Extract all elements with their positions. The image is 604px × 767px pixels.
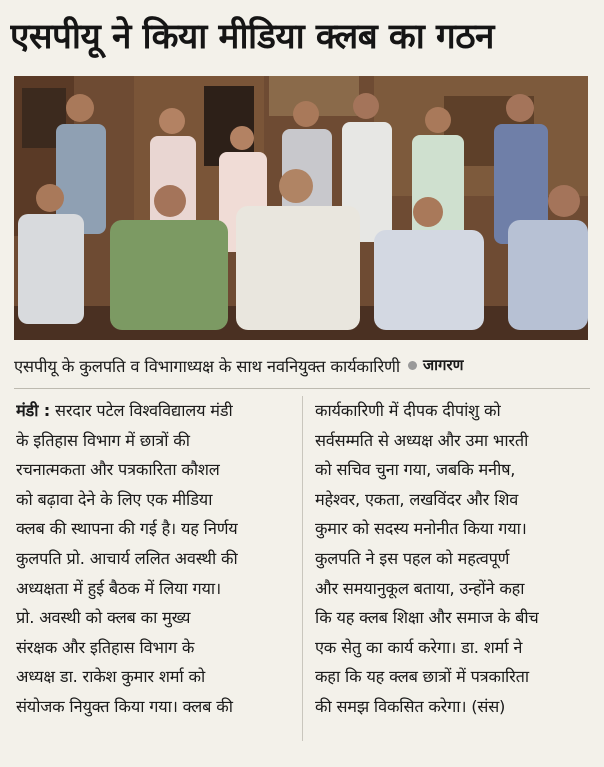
dateline: मंडी : [16,401,51,420]
article-line: कि यह क्लब शिक्षा और समाज के बीच [315,608,539,628]
photo-caption-row [14,350,590,380]
article-line: कहा कि यह क्लब छात्रों में पत्रकारिता [315,667,529,687]
article-line: क्लब की स्थापना की गई है। यह निर्णय [16,519,238,539]
column-divider [302,396,303,741]
article-line: की समझ विकसित करेगा। (संस) [315,696,506,716]
article-line: संरक्षक और इतिहास विभाग के [16,637,195,657]
article-line: संयोजक नियुक्त किया गया। क्लब की [16,696,233,716]
article-line: कुलपति प्रो. आचार्य ललित अवस्थी की [16,548,238,568]
article-line: कार्यकारिणी में दीपक दीपांशु को [315,401,501,420]
photo-caption: एसपीयू के कुलपति व विभागाध्यक्ष के साथ नवनियुक्त कार्यकारिणी [14,356,401,376]
article-line: महेश्वर, एकता, लखविंदर और शिव [315,489,519,509]
article-line: कुलपति ने इस पहल को महत्वपूर्ण [315,548,510,568]
credit-dot-icon [408,361,417,370]
group-photo [14,76,588,340]
article-line: कुमार को सदस्य मनोनीत किया गया। [315,519,527,539]
article-line: को सचिव चुना गया, जबकि मनीष, [315,460,516,480]
article-column-left [16,396,292,722]
article-line: अध्यक्षता में हुई बैठक में लिया गया। [16,578,221,598]
article-line: को बढ़ावा देने के लिए एक मीडिया [16,489,213,509]
article-line: एक सेतु का कार्य करेगा। डा. शर्मा ने [315,637,523,657]
article-line: सर्वसम्मति से अध्यक्ष और उमा भारती [315,430,529,450]
caption-rule [14,388,590,389]
article-line: के इतिहास विभाग में छात्रों की [16,430,190,450]
headline: एसपीयू ने किया मीडिया क्लब का गठन [10,17,494,57]
article-column-right [315,396,597,722]
article-line: और समयानुकूल बताया, उन्होंने कहा [315,578,525,598]
article-line: अध्यक्ष डा. राकेश कुमार शर्मा को [16,667,205,687]
group-photo-icon [14,76,588,340]
photo-credit: जागरण [423,356,464,374]
article-line: मंडी : सरदार पटेल विश्वविद्यालय मंडी [16,401,233,420]
article-line: रचनात्मकता और पत्रकारिता कौशल [16,460,220,480]
article-line: प्रो. अवस्थी को क्लब का मुख्य [16,608,191,628]
